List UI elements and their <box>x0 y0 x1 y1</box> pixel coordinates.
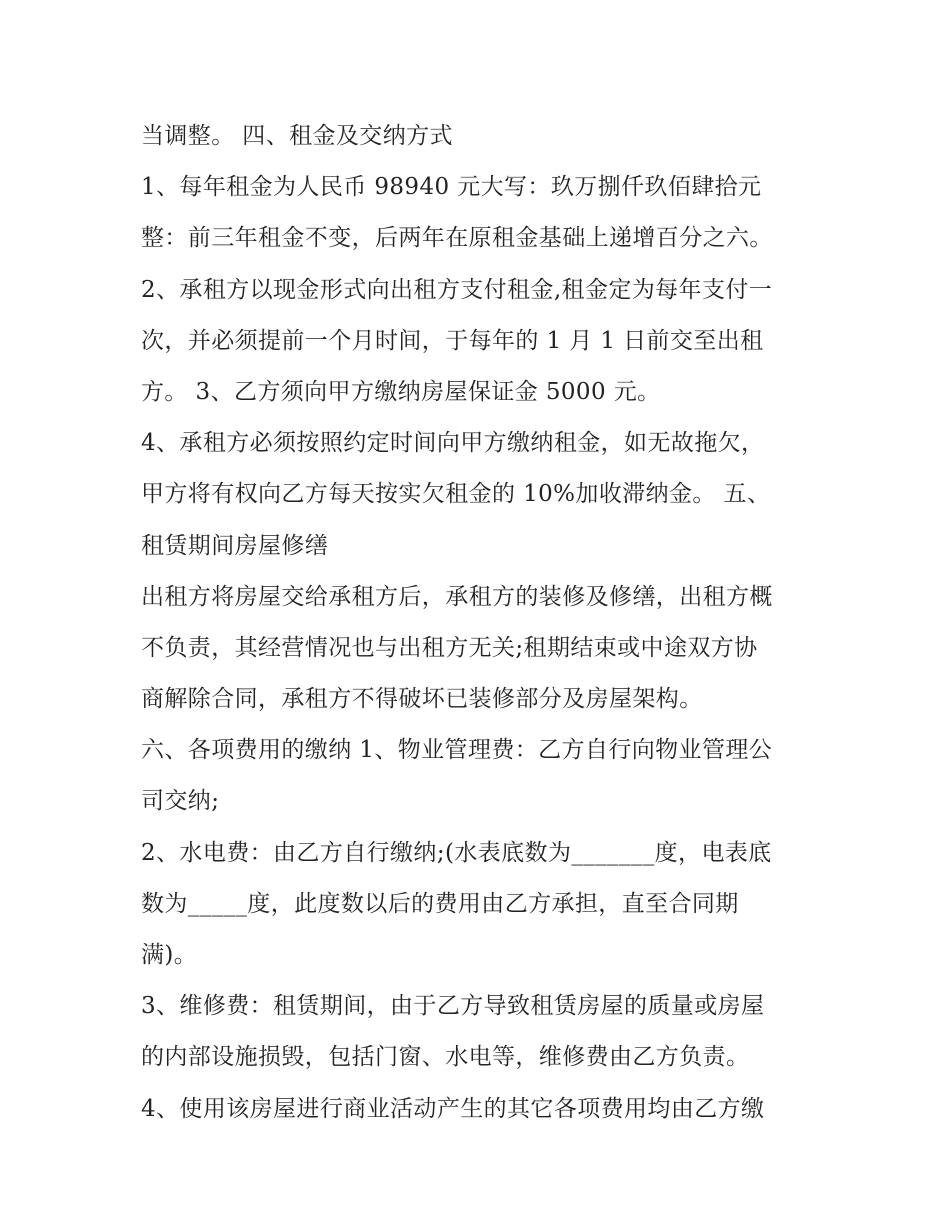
text-line: 司交纳; <box>141 788 220 815</box>
text-line: 2、水电费：由乙方自行缴纳;(水表底数为_______度，电表底 <box>141 839 772 866</box>
text-line: 的内部设施损毁，包括门窗、水电等，维修费由乙方负责。 <box>141 1044 750 1071</box>
text-line: 2、承租方以现金形式向出租方支付租金,租金定为每年支付一 <box>141 276 773 303</box>
text-line: 当调整。 四、租金及交纳方式 <box>141 123 453 149</box>
text-line: 数为_____度，此度数以后的费用由乙方承担，直至合同期 <box>141 890 739 917</box>
text-line: 商解除合同，承租方不得破坏已装修部分及房屋架构。 <box>141 686 703 713</box>
contract-body-text <box>141 111 841 1135</box>
text-line: 出租方将房屋交给承租方后，承租方的装修及修缮，出租方概 <box>141 583 773 610</box>
text-line: 方。 3、乙方须向甲方缴纳房屋保证金 5000 元。 <box>141 378 661 405</box>
text-line: 3、维修费：租赁期间，由于乙方导致租赁房屋的质量或房屋 <box>141 993 765 1020</box>
text-line: 满)。 <box>141 942 198 968</box>
text-line: 甲方将有权向乙方每天按实欠租金的 10%加收滞纳金。 五、 <box>141 481 771 508</box>
text-line: 次，并必须提前一个月时间，于每年的 1 月 1 日前交至出租 <box>141 327 764 354</box>
text-line: 不负责，其经营情况也与出租方无关;租期结束或中途双方协 <box>141 634 758 661</box>
text-line: 整：前三年租金不变，后两年在原租金基础上递增百分之六。 <box>141 225 773 252</box>
text-line: 租赁期间房屋修缮 <box>141 532 329 559</box>
text-line: 六、各项费用的缴纳 1、物业管理费：乙方自行向物业管理公 <box>141 737 773 764</box>
text-line: 4、承租方必须按照约定时间向甲方缴纳租金，如无故拖欠， <box>141 430 765 457</box>
text-line: 4、使用该房屋进行商业活动产生的其它各项费用均由乙方缴 <box>141 1095 765 1122</box>
text-line: 1、每年租金为人民币 98940 元大写：玖万捌仟玖佰肆拾元 <box>141 174 762 201</box>
